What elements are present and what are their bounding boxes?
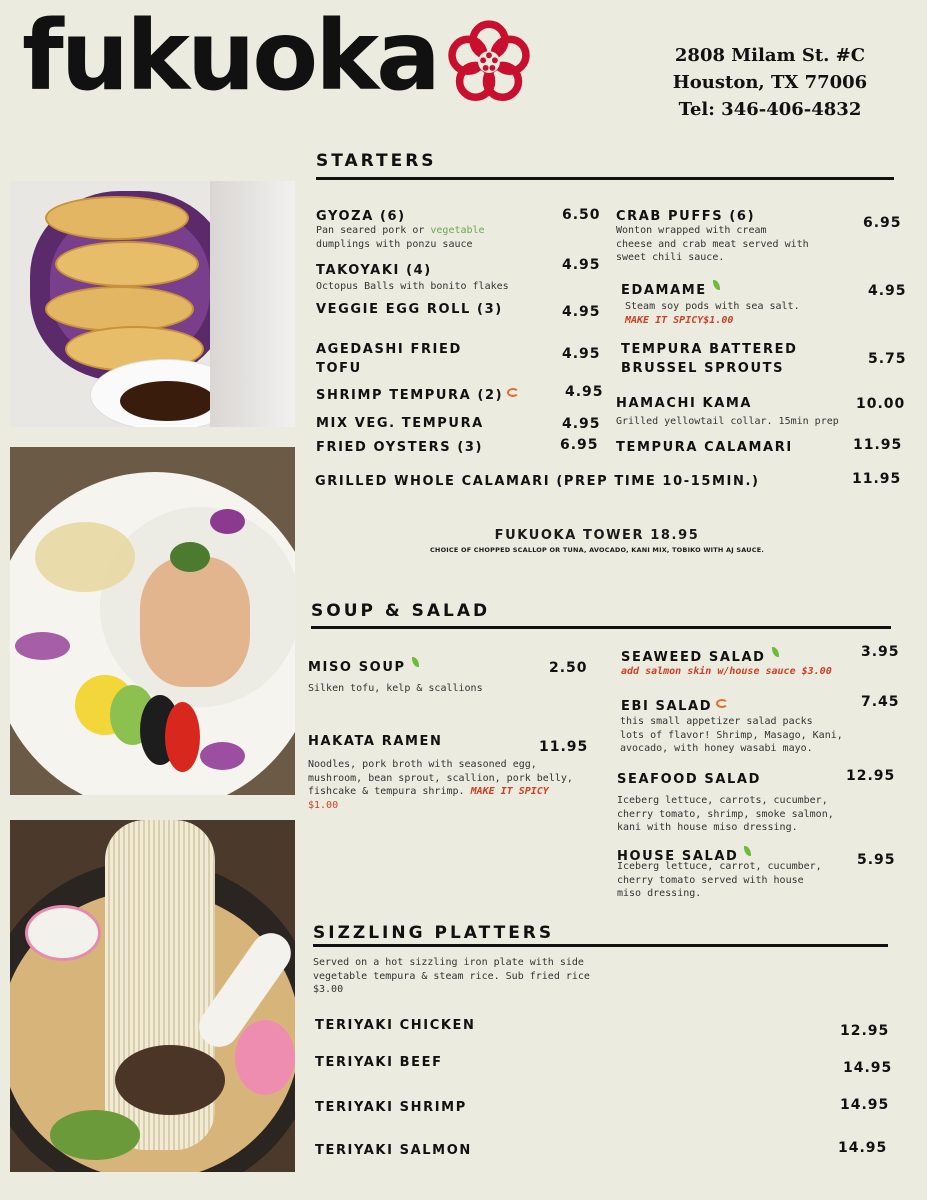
item-hamachi-name: HAMACHI KAMA: [616, 396, 753, 411]
item-seafood-name: SEAFOOD SALAD: [617, 772, 761, 787]
item-teriyaki-beef-price: 14.95: [843, 1060, 893, 1076]
item-miso-name: MISO SOUP: [308, 657, 419, 675]
item-ramen-price: 11.95: [539, 739, 589, 755]
section-divider: [311, 626, 891, 629]
tower-plate-photo: [10, 447, 295, 795]
item-edamame-name: EDAMAME: [621, 280, 720, 298]
item-brussel-price: 5.75: [868, 351, 907, 367]
item-ramen-name: HAKATA RAMEN: [308, 734, 443, 749]
item-teriyaki-salmon-name: TERIYAKI SALMON: [315, 1143, 472, 1158]
leaf-icon: [412, 657, 419, 667]
item-edamame-desc: Steam soy pods with sea salt.: [625, 301, 800, 312]
item-seafood-price: 12.95: [846, 768, 896, 784]
section-title-soup-salad: SOUP & SALAD: [311, 601, 491, 621]
item-crab-puffs-price: 6.95: [863, 215, 902, 231]
item-hamachi-price: 10.00: [856, 396, 906, 412]
item-teriyaki-shrimp-name: TERIYAKI SHRIMP: [315, 1100, 467, 1115]
item-edamame-spicy: MAKE IT SPICY$1.00: [625, 315, 734, 326]
item-calamari-price: 11.95: [853, 437, 903, 453]
item-seafood-desc: Iceberg lettuce, carrots, cucumber, cherry tomato, shrimp, smoke salmon, kani with house miso dressing.: [617, 795, 834, 833]
item-house-price: 5.95: [857, 852, 896, 868]
item-shrimp-tempura-name: SHRIMP TEMPURA (2): [316, 388, 519, 403]
item-shrimp-tempura-price: 4.95: [565, 384, 604, 400]
item-miso-price: 2.50: [549, 660, 588, 676]
section-title-starters: STARTERS: [316, 151, 437, 171]
item-agedashi-name-line1: AGEDASHI FRIED: [316, 342, 462, 357]
item-ebi-price: 7.45: [861, 694, 900, 710]
item-teriyaki-chicken-name: TERIYAKI CHICKEN: [315, 1018, 476, 1033]
item-seaweed-note: add salmon skin w/house sauce $3.00: [621, 666, 832, 677]
item-seaweed-price: 3.95: [861, 644, 900, 660]
item-agedashi-name-line2: TOFU: [316, 361, 362, 376]
restaurant-name: fukuoka: [22, 0, 438, 112]
item-calamari-name: TEMPURA CALAMARI: [616, 440, 793, 455]
item-gyoza-name: GYOZA (6): [316, 209, 406, 224]
address-block: [650, 42, 890, 123]
item-edamame-price: 4.95: [868, 283, 907, 299]
item-teriyaki-chicken-price: 12.95: [840, 1023, 890, 1039]
shrimp-icon: [716, 699, 728, 708]
item-ebi-desc: this small appetizer salad packs lots of flavor! Shrimp, Masago, Kani, avocado, with honey wasabi mayo.: [620, 716, 843, 754]
item-crab-puffs-desc: Wonton wrapped with cream cheese and crab meat served with sweet chili sauce.: [616, 225, 809, 263]
leaf-icon: [744, 846, 751, 856]
item-miso-desc: Silken tofu, kelp & scallions: [308, 683, 483, 694]
item-takoyaki-name: TAKOYAKI (4): [316, 263, 432, 278]
item-gyoza-desc: Pan seared pork or vegetable dumplings with ponzu sauce: [316, 225, 485, 250]
item-ramen-desc: Noodles, pork broth with seasoned egg, mushroom, bean sprout, scallion, pork belly, fishcake & tempura shrimp. MAKE IT SPICY $1.00: [308, 759, 573, 811]
address-street: 2808 Milam St. #C: [674, 45, 866, 66]
item-house-name: HOUSE SALAD: [617, 846, 751, 864]
item-fried-oysters-price: 6.95: [560, 437, 599, 453]
ramen-photo: [10, 820, 295, 1172]
item-fukuoka-tower-title: FUKUOKA TOWER 18.95: [494, 528, 700, 543]
item-fried-oysters-name: FRIED OYSTERS (3): [316, 440, 484, 455]
shrimp-icon: [507, 388, 519, 397]
item-crab-puffs-name: CRAB PUFFS (6): [616, 209, 756, 224]
item-takoyaki-desc: Octopus Balls with bonito flakes: [316, 281, 509, 292]
leaf-icon: [713, 280, 720, 290]
item-teriyaki-shrimp-price: 14.95: [840, 1097, 890, 1113]
item-takoyaki-price: 4.95: [562, 257, 601, 273]
item-veggie-egg-roll-name: VEGGIE EGG ROLL (3): [316, 302, 503, 317]
platters-desc: Served on a hot sizzling iron plate with side vegetable tempura & steam rice. Sub fried rice $3.00: [313, 957, 590, 995]
item-ebi-name: EBI SALAD: [621, 699, 728, 714]
item-mix-veg-price: 4.95: [562, 416, 601, 432]
gyoza-photo: [10, 181, 295, 427]
item-agedashi-price: 4.95: [562, 346, 601, 362]
plum-blossom-logo: [446, 20, 532, 104]
item-teriyaki-beef-name: TERIYAKI BEEF: [315, 1055, 443, 1070]
leaf-icon: [772, 647, 779, 657]
item-fukuoka-tower-desc: CHOICE OF CHOPPED SCALLOP OR TUNA, AVOCADO, KANI MIX, TOBIKO WITH AJ SAUCE.: [429, 546, 765, 554]
item-grilled-calamari-name: GRILLED WHOLE CALAMARI (PREP TIME 10-15MIN.): [315, 474, 760, 489]
item-veggie-egg-roll-price: 4.95: [562, 304, 601, 320]
item-brussel-name-line1: TEMPURA BATTERED: [621, 342, 798, 357]
item-seaweed-name: SEAWEED SALAD: [621, 647, 779, 665]
phone-number: Tel: 346-406-4832: [678, 99, 862, 120]
item-gyoza-price: 6.50: [562, 207, 601, 223]
item-grilled-calamari-price: 11.95: [852, 471, 902, 487]
section-title-sizzling-platters: SIZZLING PLATTERS: [313, 923, 555, 943]
address-city: Houston, TX 77006: [672, 72, 868, 93]
section-divider: [316, 177, 894, 180]
section-divider: [313, 944, 888, 947]
item-brussel-name-line2: BRUSSEL SPROUTS: [621, 361, 785, 376]
item-hamachi-desc: Grilled yellowtail collar. 15min prep: [616, 416, 839, 427]
item-mix-veg-name: MIX VEG. TEMPURA: [316, 416, 484, 431]
item-house-desc: Iceberg lettuce, carrot, cucumber, cherry tomato served with house miso dressing.: [617, 861, 822, 899]
item-teriyaki-salmon-price: 14.95: [838, 1140, 888, 1156]
